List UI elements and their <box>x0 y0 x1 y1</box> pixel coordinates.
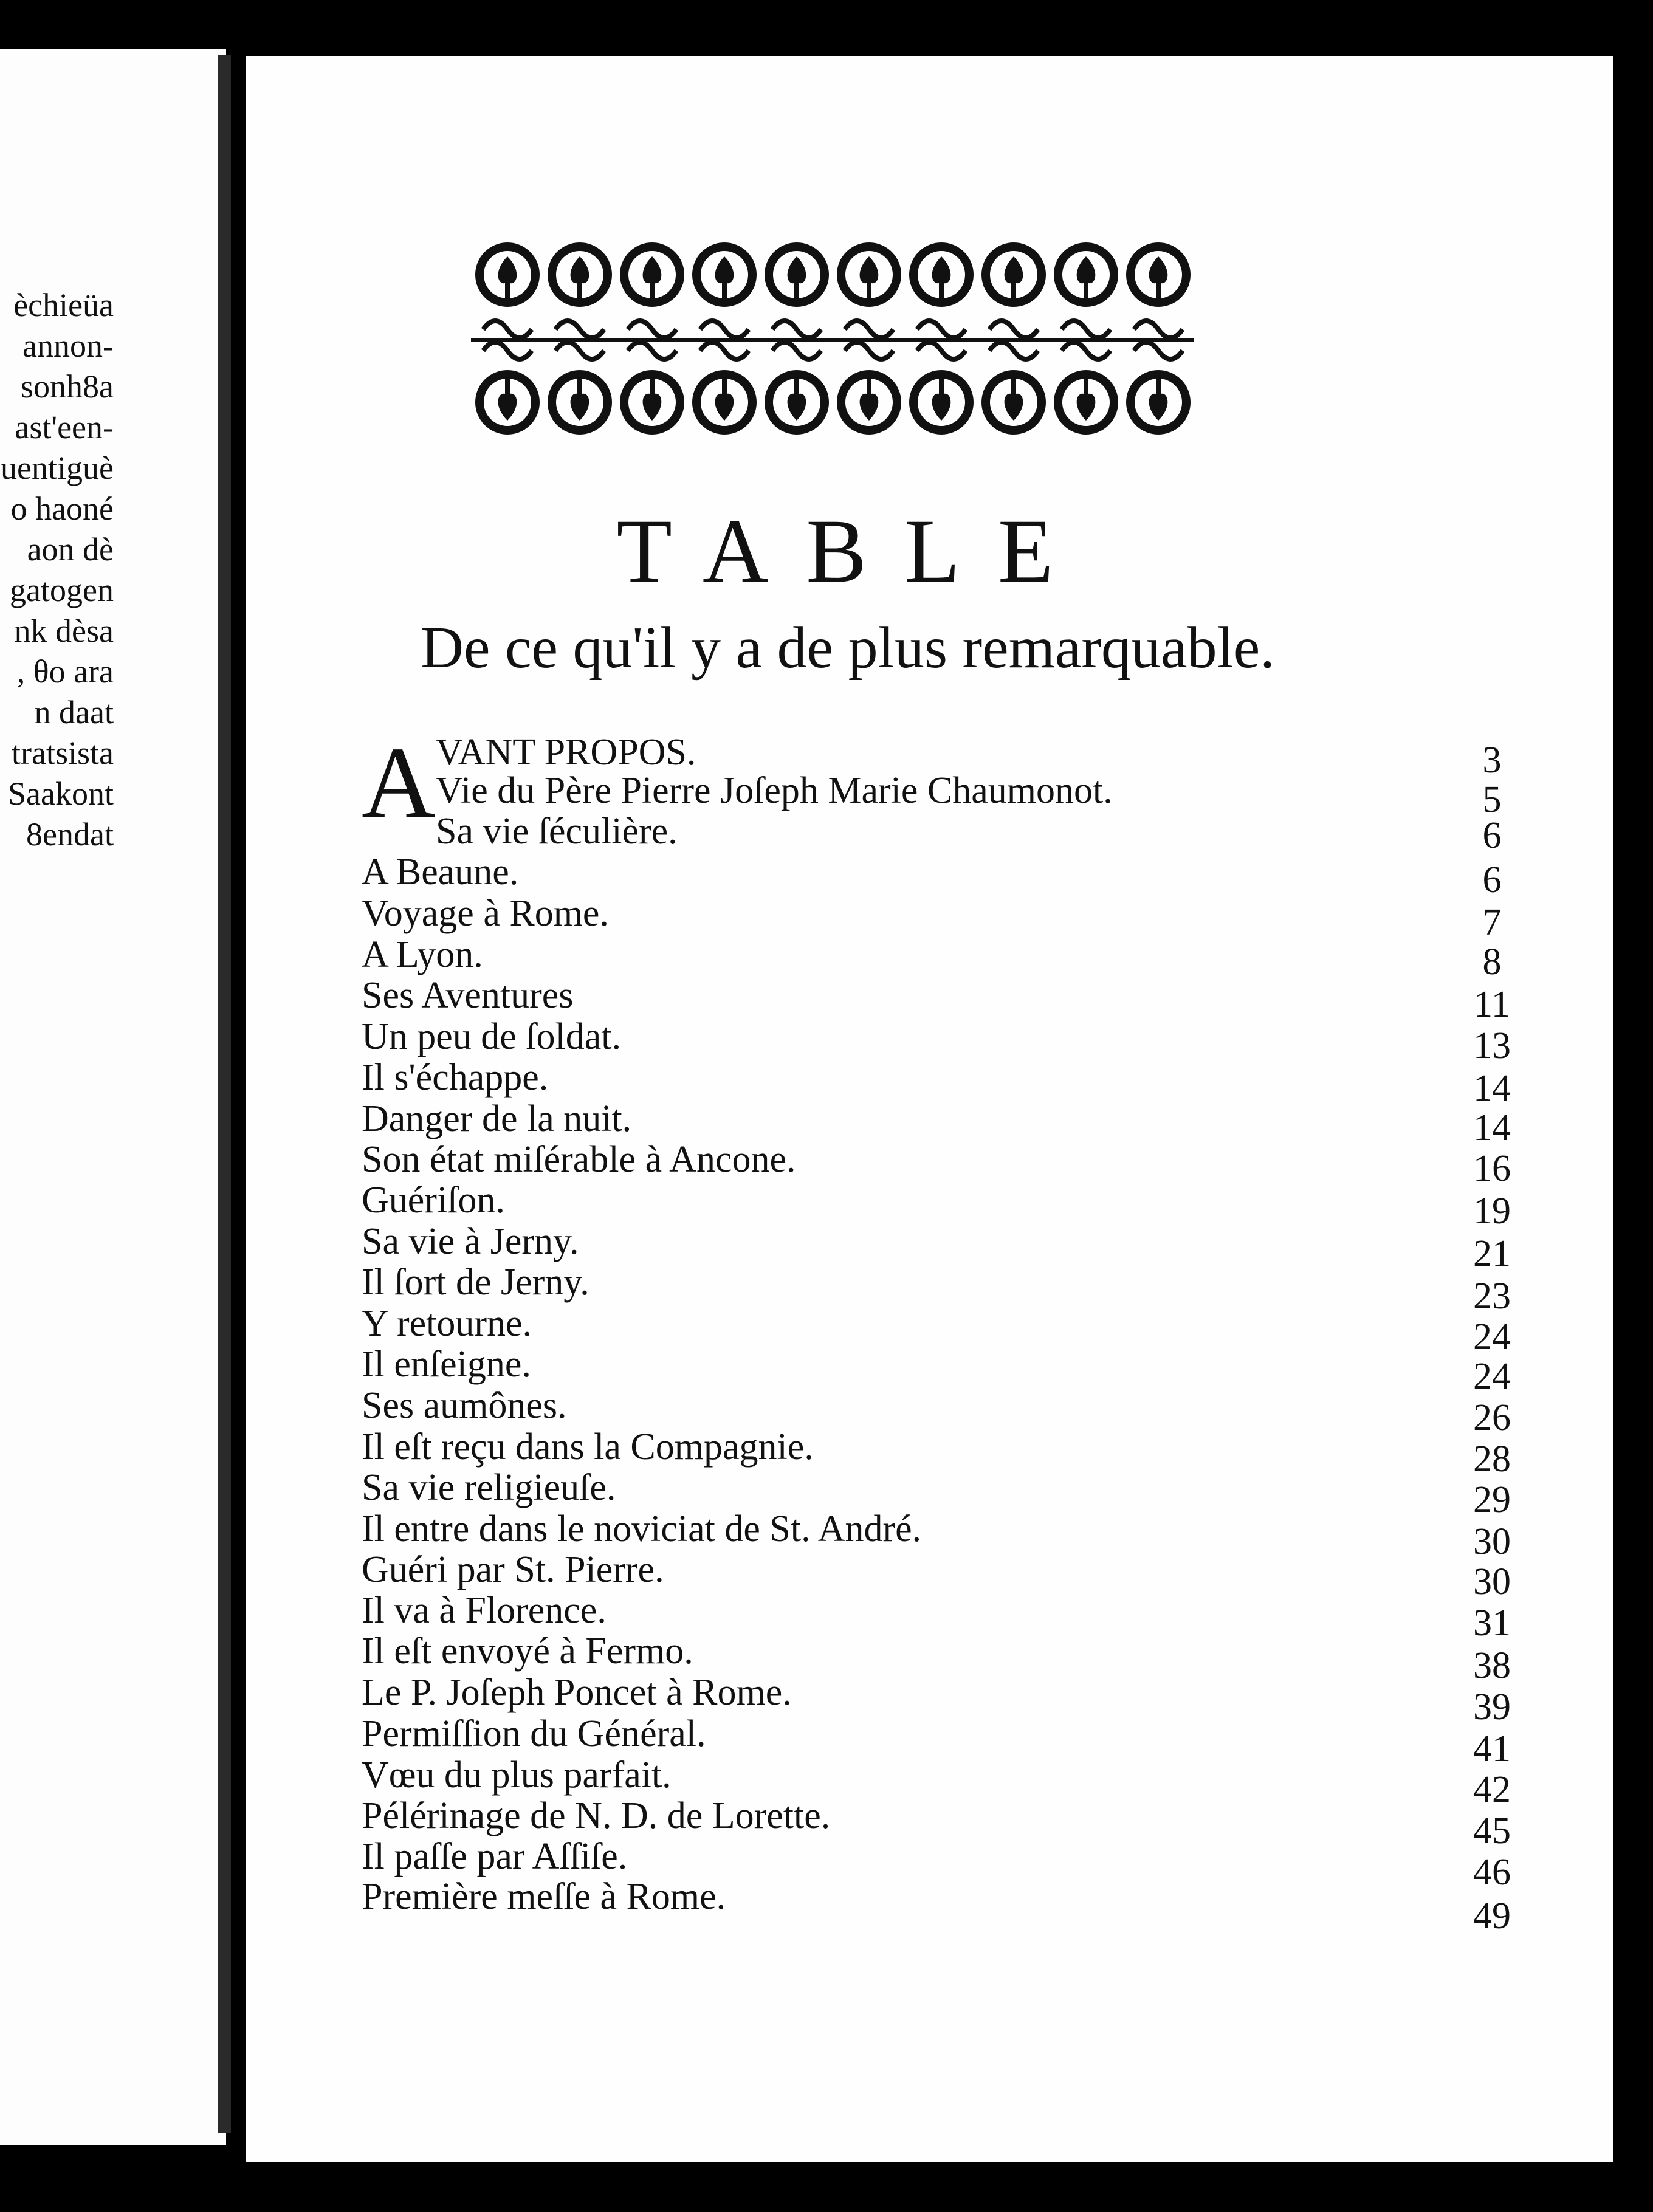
facing-page <box>0 49 226 2145</box>
toc-entry-page-number: 24 <box>1473 1356 1511 1397</box>
toc-entry-label: Sa vie ſéculière. <box>436 811 678 852</box>
toc-entry-label: Guériſon. <box>362 1180 505 1221</box>
toc-entry-label: Il enſeigne. <box>362 1344 531 1385</box>
facing-page-text <box>0 49 226 2145</box>
page-title: TABLE <box>616 501 1091 602</box>
toc-entry-page-number: 23 <box>1473 1276 1511 1317</box>
table-of-contents <box>362 56 1547 2162</box>
toc-entry-label: Permiſſion du Général. <box>362 1713 706 1754</box>
toc-entry-label: Ses Aventures <box>362 975 574 1016</box>
toc-entry-label: Il eſt envoyé à Fermo. <box>362 1630 693 1672</box>
facing-page-line: , θo ara <box>16 653 114 690</box>
toc-entry-label: Le P. Joſeph Poncet à Rome. <box>362 1672 792 1713</box>
toc-entry-label: Pélérinage de N. D. de Lorette. <box>362 1795 831 1836</box>
facing-page-line: aon dè <box>27 531 114 568</box>
toc-entry-page-number: 41 <box>1473 1728 1511 1770</box>
toc-entry-label: Un peu de ſoldat. <box>362 1016 622 1057</box>
toc-entry-label: Il va à Florence. <box>362 1590 607 1631</box>
facing-page-line: Saakont <box>8 775 114 812</box>
toc-entry-page-number: 46 <box>1473 1852 1511 1893</box>
toc-entry-page-number: 11 <box>1474 984 1510 1025</box>
toc-entry-page-number: 7 <box>1482 902 1502 943</box>
toc-entry-label: Vie du Père Pierre Joſeph Marie Chaumonot. <box>436 770 1113 811</box>
facing-page-line: sonh8a <box>21 368 114 405</box>
toc-entry-page-number: 6 <box>1482 859 1502 901</box>
toc-entry-page-number: 26 <box>1473 1397 1511 1438</box>
facing-page-line: 8endat <box>26 816 114 853</box>
toc-entry-page-number: 29 <box>1473 1479 1511 1520</box>
toc-entry-label: Il eſt reçu dans la Compagnie. <box>362 1426 814 1468</box>
toc-entry-page-number: 45 <box>1473 1810 1511 1852</box>
toc-entry-label: Ses aumônes. <box>362 1385 567 1426</box>
toc-entry-page-number: 3 <box>1482 740 1502 781</box>
toc-entry-label: Il s'échappe. <box>362 1057 549 1098</box>
toc-entry-label: Il ſort de Jerny. <box>362 1262 589 1303</box>
toc-entry-label: A Lyon. <box>362 934 483 975</box>
toc-entry-label: Première meſſe à Rome. <box>362 1876 726 1917</box>
facing-page-line: o haoné <box>10 490 114 527</box>
book-gutter <box>218 55 231 2133</box>
toc-entry-page-number: 39 <box>1473 1686 1511 1728</box>
facing-page-line: tratsista <box>12 735 114 771</box>
toc-entry-page-number: 30 <box>1473 1561 1511 1602</box>
facing-page-line: uentiguè <box>1 450 114 486</box>
toc-entry-label: Voyage à Rome. <box>362 893 609 934</box>
toc-entry-label: A Beaune. <box>362 851 519 893</box>
toc-entry-label: Sa vie religieuſe. <box>362 1467 616 1508</box>
toc-entry-page-number: 5 <box>1482 779 1502 820</box>
toc-entry-label: Vœu du plus parfait. <box>362 1754 672 1796</box>
toc-entry-page-number: 21 <box>1473 1233 1511 1274</box>
toc-entry-label: Y retourne. <box>362 1303 532 1344</box>
toc-entry-label: Sa vie à Jerny. <box>362 1221 579 1262</box>
facing-page-line: nk dèsa <box>14 613 114 649</box>
toc-entry-page-number: 13 <box>1473 1025 1511 1066</box>
drop-capital: A <box>362 726 436 839</box>
toc-entry-label: Son état miſérable à Ancone. <box>362 1139 796 1180</box>
facing-page-line: n daat <box>34 694 114 730</box>
toc-entry-label: VANT PROPOS. <box>436 732 696 773</box>
page-subtitle: De ce qu'il y a de plus remarquable. <box>421 615 1275 681</box>
toc-entry-page-number: 30 <box>1473 1521 1511 1562</box>
facing-page-line: gatogen <box>10 572 114 608</box>
toc-entry-label: Guéri par St. Pierre. <box>362 1549 664 1590</box>
toc-entry-page-number: 49 <box>1473 1895 1511 1937</box>
toc-entry-page-number: 16 <box>1473 1148 1511 1189</box>
facing-page-line: annon- <box>22 328 114 364</box>
toc-entry-page-number: 8 <box>1482 941 1502 983</box>
toc-entry-label: Il paſſe par Aſſiſe. <box>362 1836 628 1877</box>
toc-entry-label: Danger de la nuit. <box>362 1098 632 1139</box>
facing-page-line: ast'een- <box>15 409 114 445</box>
toc-entry-page-number: 14 <box>1473 1068 1511 1109</box>
facing-page-line: èchieüa <box>13 287 114 323</box>
toc-entry-label: Il entre dans le noviciat de St. André. <box>362 1508 922 1550</box>
toc-entry-page-number: 19 <box>1473 1190 1511 1232</box>
toc-entry-page-number: 28 <box>1473 1438 1511 1480</box>
table-page <box>246 56 1613 2162</box>
toc-entry-page-number: 38 <box>1473 1645 1511 1686</box>
toc-entry-page-number: 42 <box>1473 1769 1511 1810</box>
toc-entry-page-number: 24 <box>1473 1316 1511 1358</box>
toc-entry-page-number: 31 <box>1473 1602 1511 1644</box>
toc-entry-page-number: 6 <box>1482 815 1502 856</box>
toc-entry-page-number: 14 <box>1473 1107 1511 1149</box>
